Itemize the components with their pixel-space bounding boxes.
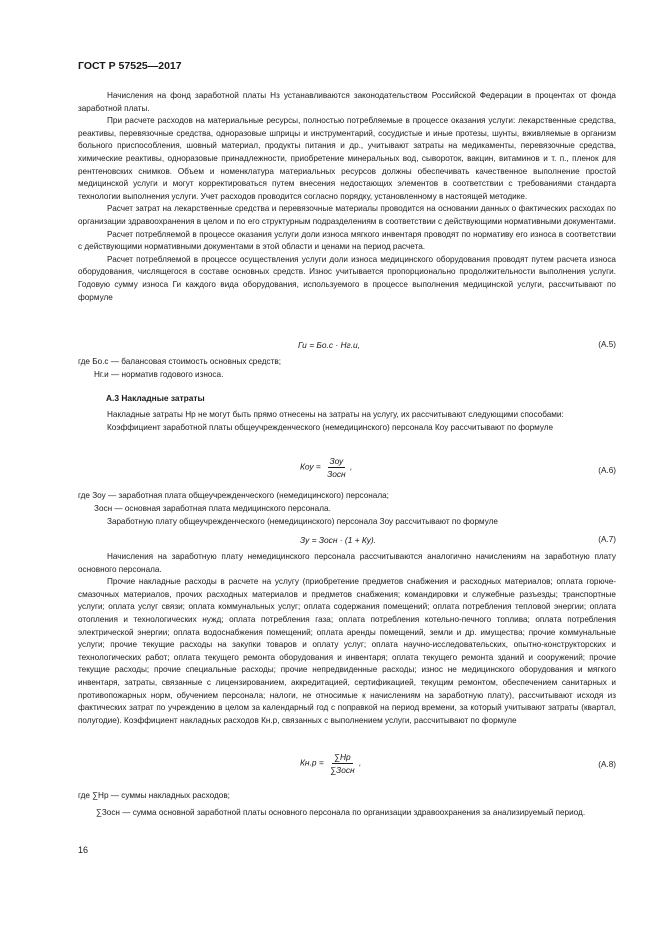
formula-rhs: = Бо.с · Нг.и, <box>309 340 360 350</box>
formula-a7: Зу = Зосн · (1 + Ку). <box>300 535 377 545</box>
paragraph: При расчете расходов на материальные ресурсы, полностью потребляемые в процессе оказания услуги: лекарственные средства, реактивы, перевязочные средства, одноразовые шприцы и инструментарий, сосудистые и иные протезы, шунты, вживляемые в организм больного приспособления, шовный материал, продукты питания и др., учитывают затраты на медикаменты, перевязочные средства, химические реактивы, одноразовые принадлежности, приобретение минеральных вод, сывороток, вакцин, витаминов и т. п., пленок для рентгеновских снимков. Объем и номенклатура материальных ресурсов должны обеспечивать качественное выполнение простой медицинской услуги и могут корректироваться путем внесения недостающих элементов в соответствии с требованиями стандарта технологии выполнения услуги. Учет расходов проводится согласно порядку, установленному в настоящей методике. <box>78 116 616 201</box>
page-number: 16 <box>78 845 89 855</box>
formula-number: (А.7) <box>598 535 616 544</box>
where-line: где ∑Нр — суммы накладных расходов; <box>78 791 230 800</box>
formula-lhs: Кн.р = <box>300 757 324 768</box>
formula-lhs: Коу = <box>300 461 321 472</box>
paragraph: Начисления на заработную плату немедицинского персонала рассчитываются аналогично начислениям на заработную плату основного персонала. <box>78 552 616 574</box>
paragraph: Начисления на фонд заработной платы Нз устанавливаются законодательством Российской Федерации в процентах от фонда заработной платы. <box>78 91 616 113</box>
where-line: Заработную плату общеучрежденческого (немедицинского) персонала Зоу рассчитывают по формуле <box>107 517 498 526</box>
formula-a6 <box>300 456 352 479</box>
paragraph: Накладные затраты Нр не могут быть прямо отнесены на затраты на услугу, их рассчитывают следующими способами: <box>107 410 564 419</box>
formula-number: (А.8) <box>598 760 616 769</box>
fraction-numerator: ∑Нр <box>334 752 351 762</box>
formula-number: (А.6) <box>598 466 616 475</box>
formula-a5 <box>298 340 360 350</box>
formula-number: (А.5) <box>598 340 616 349</box>
where-line: Зосн — основная заработная плата медицинского персонала. <box>94 504 331 513</box>
fraction <box>328 752 357 775</box>
fraction-numerator: Зоу <box>329 456 344 466</box>
where-line: ∑Зосн — сумма основной заработной платы основного персонала по организации здравоохранения за анализируемый период. <box>96 808 586 817</box>
where-line: где Зоу — заработная плата общеучрежденческого (немедицинского) персонала; <box>78 491 389 500</box>
paragraph: Расчет потребляемой в процессе оказания услуги доли износа мягкого инвентаря проводят по нормативу его износа в соответствии с действующими нормативными документами в этой области и ценами на период расчета. <box>78 229 616 252</box>
formula-tail: , <box>350 461 353 472</box>
formula-tail: , <box>358 757 362 768</box>
text-block-2 <box>78 409 616 434</box>
where-line: где Бо.с — балансовая стоимость основных средств; <box>78 357 281 366</box>
paragraph: Коэффициент заработной платы общеучрежденческого (немедицинского) персонала Коу рассчитывают по формуле <box>107 422 554 432</box>
where-line: Нг.и — норматив годового износа. <box>94 370 224 379</box>
fraction-denominator: Зосн <box>327 469 346 479</box>
document-header: ГОСТ Р 57525—2017 <box>78 60 182 72</box>
fraction-denominator: ∑Зосн <box>330 765 355 775</box>
paragraph: Расчет затрат на лекарственные средства и перевязочные материалы проводится на основании данных о фактических расходах по организации здравоохранения в целом и по его структурным подразделениям в соответствии с действующими нормативными документами. <box>78 204 616 226</box>
text-block-3 <box>78 551 616 727</box>
paragraph: Расчет потребляемой в процессе осуществления услуги доли износа медицинского оборудования проводят путем расчета износа оборудования, числящегося в составе основных средств. Износ учитывается пропорционально продолжительности выполнения услуги. Годовую сумму износа Ги каждого вида оборудования, используемого в процессе выполнения медицинской услуги, рассчитывают по формуле <box>78 254 616 302</box>
fraction <box>325 456 348 479</box>
paragraph: Прочие накладные расходы в расчете на услугу (приобретение предметов снабжения и расходных материалов; оплата горюче-смазочных материалов, прочих расходных материалов и предметов снабжения; командировки и служебные разъезды; транспортные услуги; оплата услуг связи; оплата коммунальных услуг; оплата содержания помещений; оплата потребления тепловой энергии; оплата отопления и технологических нужд; оплата потребления газа; оплата потребления котельно-печного топлива; оплата потребления электрической энергии; оплата водоснабжения помещений; оплата аренды помещений, земли и др. имущества; прочие коммунальные услуги; прочие текущие расходы на закупки товаров и оплату услуг; оплата научно-исследовательских, опытно-конструкторских и технологических работ; оплата текущего ремонта оборудования и инвентаря; оплата текущего ремонта зданий и сооружений; прочие текущие расходы; прочие специальные расходы; прочие непредвиденные расходы; износ не медицинского оборудования и мягкого инвентаря, затраты, связанные с лицензированием, аккредитацией, сертификацией, текущим ремонтом, обеспечением санитарных и противопожарных норм, обучением персонала; налоги, не относимые к начислениям на заработную плату), рассчитывают исходя из фактических затрат по учреждению в целом за календарный год с поправкой на период времени, за который учитывают затраты (квартал, полугодие). Коэффициент накладных расходов Кн.р, связанных с выполнением услуги, рассчитывают по формуле <box>78 577 616 725</box>
formula-a8 <box>300 752 361 775</box>
text-block-1 <box>78 90 616 304</box>
formula-lhs: Ги <box>298 340 307 350</box>
section-title: А.3 Накладные затраты <box>106 393 205 403</box>
